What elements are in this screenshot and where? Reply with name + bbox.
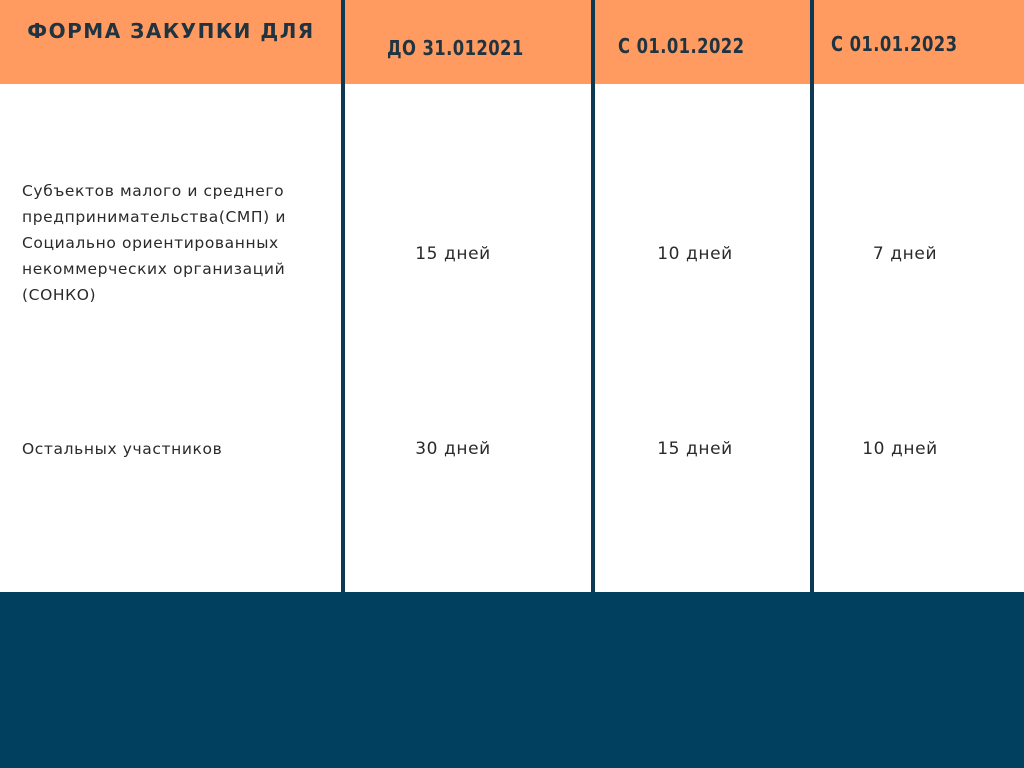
header-from-2023: С 01.01.2023	[831, 32, 958, 56]
row-label-other: Остальных участников	[22, 440, 223, 458]
table-cell: 15 дней	[657, 439, 733, 459]
table-cell: 30 дней	[415, 439, 491, 459]
table-cell: 10 дней	[657, 244, 733, 264]
footer-band	[0, 592, 1024, 768]
table-cell: 10 дней	[862, 439, 938, 459]
column-divider	[810, 0, 814, 594]
table-cell: 7 дней	[872, 244, 938, 264]
table-cell: 15 дней	[415, 244, 491, 264]
column-divider	[591, 0, 595, 594]
column-divider	[341, 0, 345, 594]
header-from-2022: С 01.01.2022	[618, 34, 745, 58]
row-label-smp-sonko: Субъектов малого и среднего предпринимательства(СМП) и Социально ориентированных некоммерческих организаций (СОНКО)	[22, 182, 287, 304]
header-until-2021: ДО 31.012021	[387, 36, 524, 60]
header-purchase-form: ФОРМА ЗАКУПКИ ДЛЯ	[27, 19, 315, 43]
